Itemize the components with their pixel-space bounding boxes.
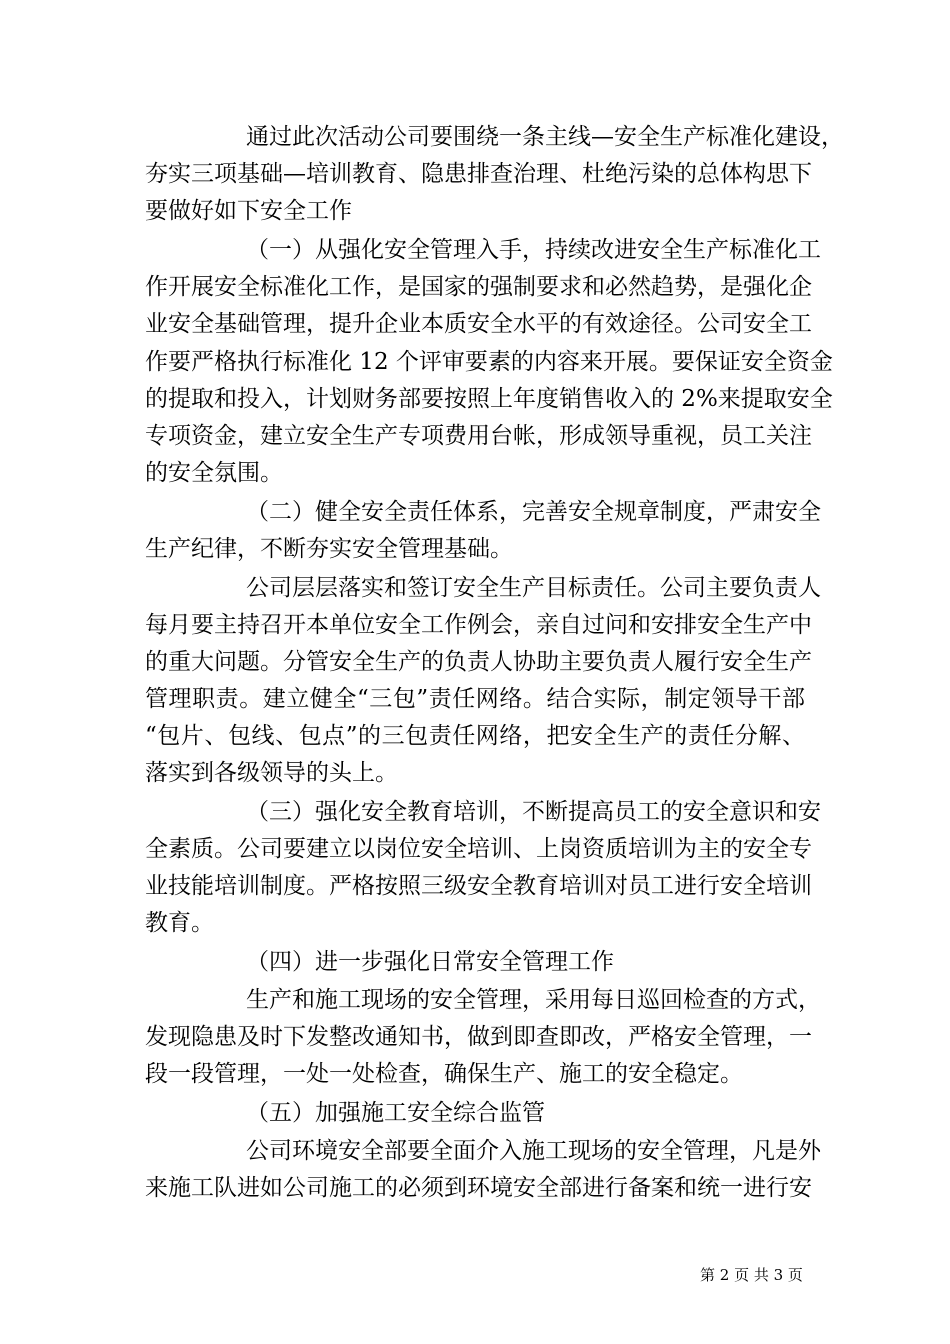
- paragraph-line: “包片、包线、包点”的三包责任网络，把安全生产的责任分解、: [145, 723, 805, 749]
- paragraph-line: 业技能培训制度。严格按照三级安全教育培训对员工进行安全培训: [145, 873, 812, 899]
- paragraph-line: 通过此次活动公司要围绕一条主线—安全生产标准化建设，: [246, 124, 844, 150]
- section-heading-line: （三）强化安全教育培训，不断提高员工的安全意识和安: [246, 799, 821, 825]
- section-heading-line: （一）从强化安全管理入手，持续改进安全生产标准化工: [246, 237, 821, 263]
- paragraph-line: 专项资金，建立安全生产专项费用台帐，形成领导重视，员工关注: [145, 423, 812, 449]
- paragraph-line: 的提取和投入，计划财务部要按照上年度销售收入的 2%来提取安全: [145, 386, 833, 412]
- page-number-footer: 第 2 页 共 3 页: [700, 1266, 803, 1284]
- section-heading-line: （四）进一步强化日常安全管理工作: [246, 949, 614, 975]
- paragraph-line: 公司层层落实和签订安全生产目标责任。公司主要负责人: [246, 575, 821, 601]
- paragraph-line: 段一段管理，一处一处检查，确保生产、施工的安全稳定。: [145, 1061, 743, 1087]
- paragraph-line: 发现隐患及时下发整改通知书，做到即查即改，严格安全管理，一: [145, 1024, 812, 1050]
- paragraph-line: 作要严格执行标准化 12 个评审要素的内容来开展。要保证安全资金: [145, 349, 833, 375]
- paragraph-line: 夯实三项基础—培训教育、隐患排查治理、杜绝污染的总体构思下: [145, 161, 812, 187]
- paragraph-line: 每月要主持召开本单位安全工作例会，亲自过问和安排安全生产中: [145, 612, 812, 638]
- paragraph-line: 教育。: [145, 910, 214, 936]
- paragraph-line: 公司环境安全部要全面介入施工现场的安全管理，凡是外: [246, 1138, 821, 1164]
- paragraph-line: 全素质。公司要建立以岗位安全培训、上岗资质培训为主的安全专: [145, 836, 812, 862]
- section-heading-line: （五）加强施工安全综合监管: [246, 1100, 545, 1126]
- paragraph-line: 的安全氛围。: [145, 460, 283, 486]
- paragraph-line: 管理职责。建立健全“三包”责任网络。结合实际，制定领导干部: [145, 686, 805, 712]
- paragraph-line: 业安全基础管理，提升企业本质安全水平的有效途径。公司安全工: [145, 311, 812, 337]
- paragraph-line: 生产纪律，不断夯实安全管理基础。: [145, 536, 513, 562]
- paragraph-line: 生产和施工现场的安全管理，采用每日巡回检查的方式，: [246, 987, 821, 1013]
- paragraph-line: 作开展安全标准化工作，是国家的强制要求和必然趋势，是强化企: [145, 274, 812, 300]
- paragraph-line: 的重大问题。分管安全生产的负责人协助主要负责人履行安全生产: [145, 649, 812, 675]
- paragraph-line: 落实到各级领导的头上。: [145, 760, 398, 786]
- section-heading-line: （二）健全安全责任体系，完善安全规章制度，严肃安全: [246, 499, 821, 525]
- paragraph-line: 来施工队进如公司施工的必须到环境安全部进行备案和统一进行安: [145, 1175, 812, 1201]
- paragraph-line: 要做好如下安全工作: [145, 198, 352, 224]
